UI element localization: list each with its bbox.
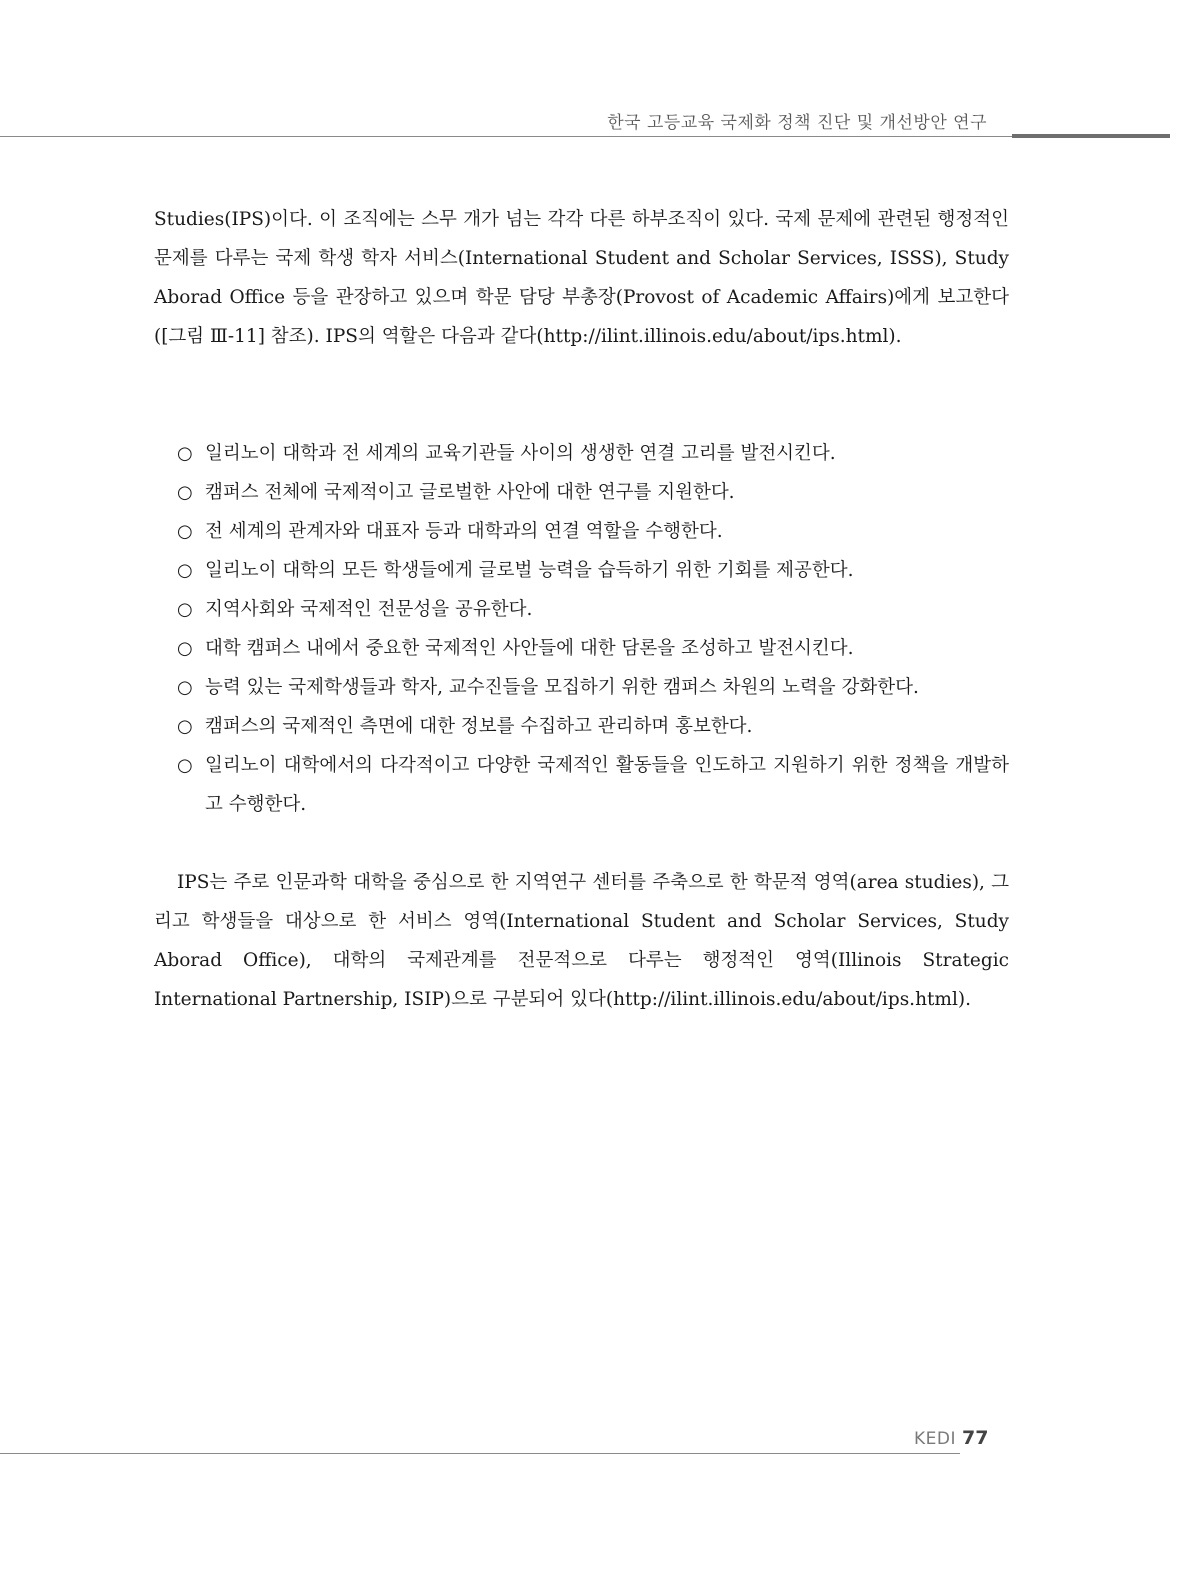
body-paragraph-1: Studies(IPS)이다. 이 조직에는 스무 개가 넘는 각각 다른 하부조직이 있다. 국제 문제에 관련된 행정적인 문제를 다루는 국제 학생 학자 서비스(International Student and Scholar Services, ISSS), Study Aborad Office 등을 관장하고 있으며 학문 담당 부총장(Provost of Academic Affairs)에게 보고한다([그림 Ⅲ-11] 참조). IPS의 역할은 다음과 같다(http://ilint.illinois.edu/about/ips.html). <box>154 209 1009 347</box>
list-item-text: 지역사회와 국제적인 전문성을 공유한다. <box>205 599 533 620</box>
list-item-text: 캠퍼스의 국제적인 측면에 대한 정보를 수집하고 관리하며 홍보한다. <box>205 716 753 737</box>
list-item <box>177 551 1009 590</box>
circle-bullet-icon: ○ <box>177 716 193 737</box>
list-item <box>177 707 1009 746</box>
circle-bullet-icon: ○ <box>177 482 193 503</box>
header-rule-accent <box>1012 134 1170 138</box>
list-item-text: 캠퍼스 전체에 국제적이고 글로벌한 사안에 대한 연구를 지원한다. <box>205 482 735 503</box>
list-item <box>177 473 1009 512</box>
footer-rule <box>0 1453 960 1454</box>
list-item-text: 전 세계의 관계자와 대표자 등과 대학과의 연결 역할을 수행한다. <box>205 521 723 542</box>
list-item <box>177 629 1009 668</box>
circle-bullet-icon: ○ <box>177 560 193 581</box>
role-bullet-list <box>177 434 1009 824</box>
circle-bullet-icon: ○ <box>177 521 193 542</box>
circle-bullet-icon: ○ <box>177 638 193 659</box>
list-item-text: 일리노이 대학과 전 세계의 교육기관들 사이의 생생한 연결 고리를 발전시킨다. <box>205 443 836 464</box>
circle-bullet-icon: ○ <box>177 599 193 620</box>
circle-bullet-icon: ○ <box>177 755 193 776</box>
list-item <box>177 746 1009 824</box>
circle-bullet-icon: ○ <box>177 443 193 464</box>
page-number: 77 <box>962 1427 989 1449</box>
running-header-title: 한국 고등교육 국제화 정책 진단 및 개선방안 연구 <box>607 113 987 133</box>
circle-bullet-icon: ○ <box>177 677 193 698</box>
header-rule <box>0 136 1012 137</box>
list-item <box>177 590 1009 629</box>
list-item-text: 일리노이 대학의 모든 학생들에게 글로벌 능력을 습득하기 위한 기회를 제공한다. <box>205 560 854 581</box>
publisher-label: KEDI <box>914 1429 956 1449</box>
page-footer <box>914 1427 988 1449</box>
list-item <box>177 434 1009 473</box>
list-item-text: 대학 캠퍼스 내에서 중요한 국제적인 사안들에 대한 담론을 조성하고 발전시킨다. <box>205 638 854 659</box>
list-item-text: 일리노이 대학에서의 다각적이고 다양한 국제적인 활동들을 인도하고 지원하기 위한 정책을 개발하고 수행한다. <box>205 755 1009 815</box>
list-item <box>177 512 1009 551</box>
body-paragraph-2: IPS는 주로 인문과학 대학을 중심으로 한 지역연구 센터를 주축으로 한 학문적 영역(area studies), 그리고 학생들을 대상으로 한 서비스 영역(International Student and Scholar Services, Study Aborad Office), 대학의 국제관계를 전문적으로 다루는 행정적인 영역(Illinois Strategic International Partnership, ISIP)으로 구분되어 있다(http://ilint.illinois.edu/about/ips.html). <box>154 872 1009 1010</box>
list-item <box>177 668 1009 707</box>
list-item-text: 능력 있는 국제학생들과 학자, 교수진들을 모집하기 위한 캠퍼스 차원의 노력을 강화한다. <box>205 677 919 698</box>
